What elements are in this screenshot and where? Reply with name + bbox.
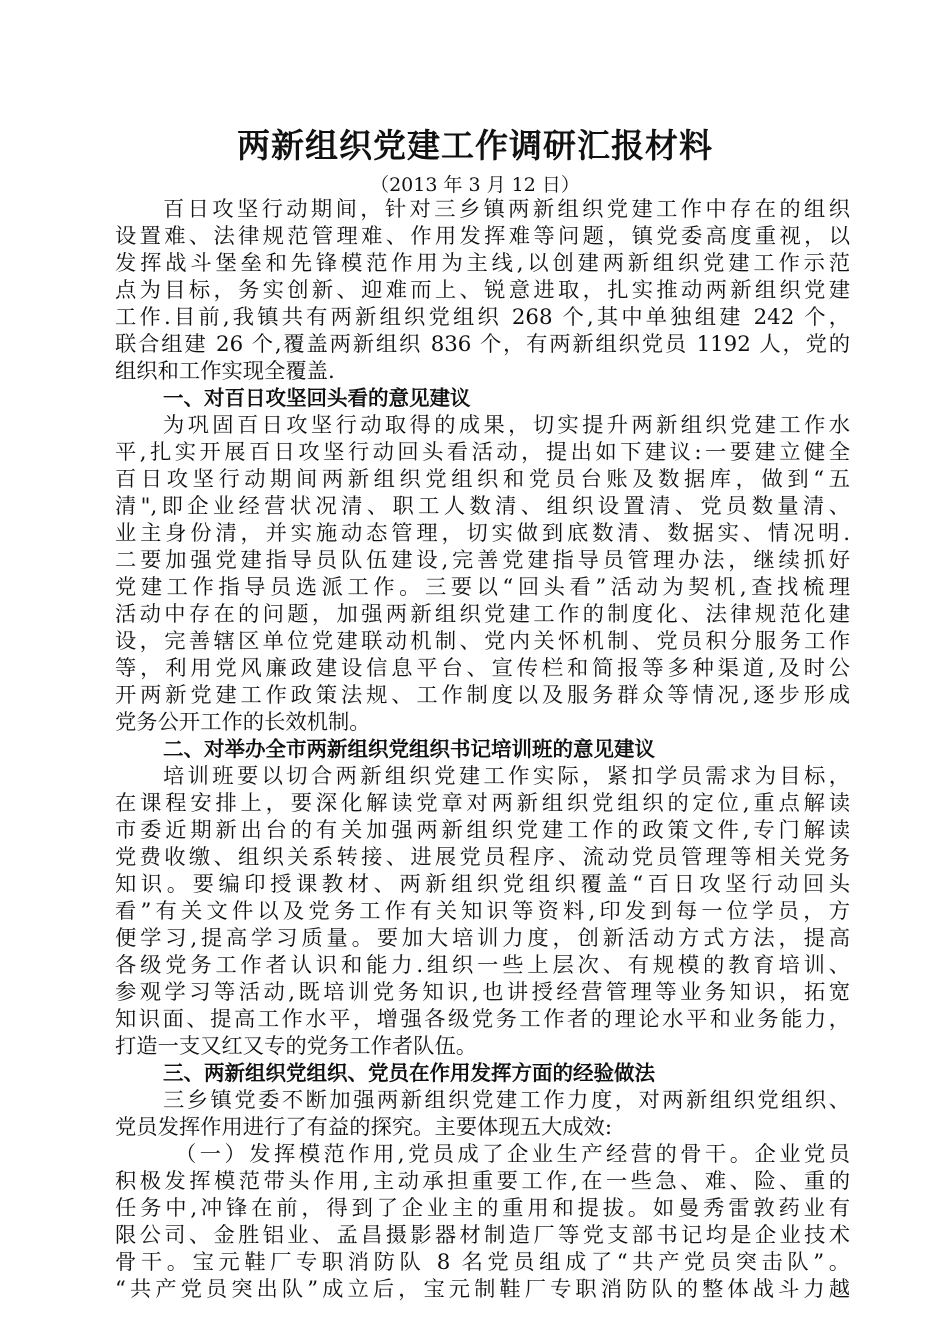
body-text-line: 等，利用党风廉政建设信息平台、宣传栏和简报等多种渠道,及时公 [115, 656, 850, 681]
body-text-line: 业主身份清，并实施动态管理，切实做到底数清、数据实、情况明. [115, 521, 850, 546]
body-text-line: （一）发挥模范作用,党员成了企业生产经营的骨干。企业党员 [175, 1142, 850, 1167]
body-text-line: 二要加强党建指导员队伍建设,完善党建指导员管理办法，继续抓好 [115, 548, 850, 573]
body-text-line: 组织和工作实现全覆盖. [115, 359, 335, 384]
body-text-line: 各级党务工作者认识和能力.组织一些上层次、有规模的教育培训、 [115, 953, 850, 978]
body-text-line: “共产党员突出队”成立后，宝元制鞋厂专职消防队的整体战斗力越 [115, 1277, 850, 1302]
body-text-line: 设置难、法律规范管理难、作用发挥难等问题，镇党委高度重视，以 [115, 224, 850, 249]
document-date: （2013 年 3 月 12 日） [370, 174, 580, 196]
section-heading: 三、两新组织党组织、党员在作用发挥方面的经验做法 [163, 1061, 655, 1085]
body-text-line: 限公司、金胜铝业、孟昌摄影器材制造厂等党支部书记均是企业技术 [115, 1223, 850, 1248]
body-text-line: 培训班要以切合两新组织党建工作实际，紧扣学员需求为目标， [163, 764, 850, 789]
body-text-line: 设，完善辖区单位党建联动机制、党内关怀机制、党员积分服务工作 [115, 629, 850, 654]
body-text-line: 发挥战斗堡垒和先锋模范作用为主线,以创建两新组织党建工作示范 [115, 251, 850, 276]
body-text-line: 党建工作指导员选派工作。三要以“回头看”活动为契机,查找梳理 [115, 575, 850, 600]
body-text-line: 清",即企业经营状况清、职工人数清、组织设置清、党员数量清、 [115, 494, 850, 519]
body-text-line: 为巩固百日攻坚行动取得的成果，切实提升两新组织党建工作水 [163, 413, 850, 438]
body-text-line: 知识。要编印授课教材、两新组织党组织覆盖“百日攻坚行动回头 [115, 872, 850, 897]
body-text-line: 积极发挥模范带头作用,主动承担重要工作,在一些急、难、险、重的 [115, 1169, 850, 1194]
body-text-line: 党员发挥作用进行了有益的探究。主要体现五大成效: [115, 1115, 613, 1140]
body-text-line: 骨干。宝元鞋厂专职消防队 8 名党员组成了“共产党员突击队”。 [115, 1250, 850, 1275]
body-text-line: 联合组建 26 个,覆盖两新组织 836 个，有两新组织党员 1192 人，党的 [115, 332, 850, 357]
body-text-line: 三乡镇党委不断加强两新组织党建工作力度，对两新组织党组织、 [163, 1088, 850, 1113]
body-text-line: 党费收缴、组织关系转接、进展党员程序、流动党员管理等相关党务 [115, 845, 850, 870]
body-text-line: 参观学习等活动,既培训党务知识,也讲授经营管理等业务知识，拓宽 [115, 980, 850, 1005]
body-text-line: 活动中存在的问题，加强两新组织党建工作的制度化、法律规范化建 [115, 602, 850, 627]
document-title: 两新组织党建工作调研汇报材料 [237, 126, 713, 165]
body-text-line: 点为目标，务实创新、迎难而上、锐意进取，扎实推动两新组织党建 [115, 278, 850, 303]
body-text-line: 百日攻坚行动期间两新组织党组织和党员台账及数据库，做到“五 [115, 467, 850, 492]
body-text-line: 看”有关文件以及党务工作有关知识等资料,印发到每一位学员，方 [115, 899, 850, 924]
body-text-line: 便学习,提高学习质量。要加大培训力度，创新活动方式方法，提高 [115, 926, 850, 951]
body-text-line: 开两新党建工作政策法规、工作制度以及服务群众等情况,逐步形成 [115, 683, 850, 708]
body-text-line: 百日攻坚行动期间，针对三乡镇两新组织党建工作中存在的组织 [163, 197, 850, 222]
body-text-line: 党务公开工作的长效机制。 [115, 710, 371, 735]
document-body [115, 196, 850, 1303]
body-text-line: 知识面、提高工作水平，增强各级党务工作者的理论水平和业务能力， [115, 1007, 850, 1032]
section-heading: 二、对举办全市两新组织党组织书记培训班的意见建议 [163, 737, 655, 761]
body-text-line: 平,扎实开展百日攻坚行动回头看活动，提出如下建议:一要建立健全 [115, 440, 850, 465]
section-heading: 一、对百日攻坚回头看的意见建议 [163, 386, 471, 410]
body-text-line: 市委近期新出台的有关加强两新组织党建工作的政策文件,专门解读 [115, 818, 850, 843]
body-text-line: 任务中,冲锋在前，得到了企业主的重用和提拔。如曼秀雷敦药业有 [115, 1196, 850, 1221]
body-text-line: 在课程安排上，要深化解读党章对两新组织党组织的定位,重点解读 [115, 791, 850, 816]
body-text-line: 打造一支又红又专的党务工作者队伍。 [115, 1034, 478, 1059]
body-text-line: 工作.目前,我镇共有两新组织党组织 268 个,其中单独组建 242 个， [115, 305, 850, 330]
